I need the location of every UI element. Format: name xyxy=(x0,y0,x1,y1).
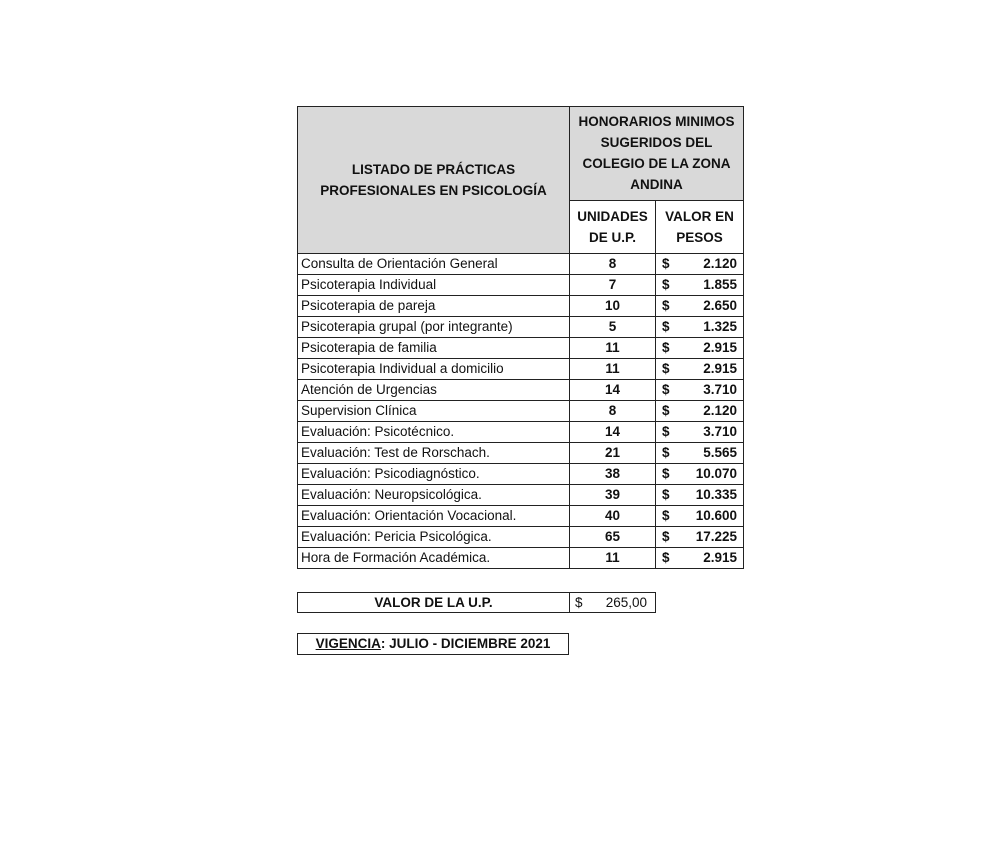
practice-name: Psicoterapia grupal (por integrante) xyxy=(298,317,570,338)
practice-units: 10 xyxy=(570,296,656,317)
table-row xyxy=(298,380,744,401)
practice-value-cell xyxy=(656,359,744,380)
practice-units: 5 xyxy=(570,317,656,338)
practice-units: 11 xyxy=(570,359,656,380)
practice-units: 11 xyxy=(570,548,656,569)
practice-value-cell xyxy=(656,527,744,548)
practice-value: 2.120 xyxy=(703,256,737,271)
table-row xyxy=(298,422,744,443)
practice-value: 1.325 xyxy=(703,319,737,334)
practice-value-cell xyxy=(656,380,744,401)
practice-units: 8 xyxy=(570,254,656,275)
currency-symbol: $ xyxy=(662,466,670,481)
practice-value: 17.225 xyxy=(695,529,737,544)
table-row xyxy=(298,317,744,338)
value-column-header: VALOR EN PESOS xyxy=(656,200,744,253)
practice-units: 7 xyxy=(570,275,656,296)
table-row xyxy=(298,296,744,317)
practice-units: 14 xyxy=(570,380,656,401)
currency-symbol: $ xyxy=(662,319,670,334)
practice-value: 3.710 xyxy=(703,382,737,397)
practice-units: 39 xyxy=(570,485,656,506)
currency-symbol: $ xyxy=(662,487,670,502)
fees-table xyxy=(297,106,744,569)
practice-value: 3.710 xyxy=(703,424,737,439)
currency-symbol: $ xyxy=(662,424,670,439)
practice-name: Psicoterapia de pareja xyxy=(298,296,570,317)
practice-units: 40 xyxy=(570,506,656,527)
table-row xyxy=(298,548,744,569)
practice-value: 10.600 xyxy=(695,508,737,523)
practice-value-cell xyxy=(656,464,744,485)
practice-value: 2.650 xyxy=(703,298,737,313)
practice-value: 2.915 xyxy=(703,361,737,376)
practice-name: Evaluación: Neuropsicológica. xyxy=(298,485,570,506)
currency-symbol: $ xyxy=(662,256,670,271)
table-row xyxy=(298,359,744,380)
practice-name: Consulta de Orientación General xyxy=(298,254,570,275)
practice-units: 65 xyxy=(570,527,656,548)
table-row xyxy=(298,443,744,464)
validity-box xyxy=(297,633,569,655)
practice-name: Atención de Urgencias xyxy=(298,380,570,401)
practice-value: 10.070 xyxy=(695,466,737,481)
currency-symbol: $ xyxy=(662,361,670,376)
table-row xyxy=(298,506,744,527)
currency-symbol: $ xyxy=(662,529,670,544)
currency-symbol: $ xyxy=(662,445,670,460)
practice-value-cell xyxy=(656,401,744,422)
table-row xyxy=(298,338,744,359)
table-row xyxy=(298,485,744,506)
up-value-amount-cell xyxy=(570,593,656,613)
practice-value: 10.335 xyxy=(695,487,737,502)
currency-symbol: $ xyxy=(662,298,670,313)
practice-value-cell xyxy=(656,506,744,527)
practice-name: Evaluación: Orientación Vocacional. xyxy=(298,506,570,527)
table-row xyxy=(298,527,744,548)
practice-value: 5.565 xyxy=(703,445,737,460)
practice-value-cell xyxy=(656,254,744,275)
practice-name: Evaluación: Psicodiagnóstico. xyxy=(298,464,570,485)
practice-name: Supervision Clínica xyxy=(298,401,570,422)
practice-value-cell xyxy=(656,275,744,296)
up-value-box xyxy=(297,592,656,613)
practice-name: Psicoterapia de familia xyxy=(298,338,570,359)
practice-units: 38 xyxy=(570,464,656,485)
validity-period: : JULIO - DICIEMBRE 2021 xyxy=(380,636,551,651)
currency-symbol: $ xyxy=(662,550,670,565)
currency-symbol: $ xyxy=(662,403,670,418)
practice-units: 8 xyxy=(570,401,656,422)
practice-value-cell xyxy=(656,422,744,443)
up-value-label: VALOR DE LA U.P. xyxy=(298,593,570,613)
table-row xyxy=(298,401,744,422)
up-value-currency: $ xyxy=(575,595,583,610)
table-row xyxy=(298,254,744,275)
practice-value-cell xyxy=(656,485,744,506)
currency-symbol: $ xyxy=(662,340,670,355)
practice-units: 11 xyxy=(570,338,656,359)
practice-value-cell xyxy=(656,296,744,317)
practice-name: Evaluación: Test de Rorschach. xyxy=(298,443,570,464)
practice-name: Hora de Formación Académica. xyxy=(298,548,570,569)
practice-value-cell xyxy=(656,338,744,359)
currency-symbol: $ xyxy=(662,382,670,397)
validity-label: VIGENCIA xyxy=(315,636,381,651)
practice-units: 14 xyxy=(570,422,656,443)
practice-value: 2.915 xyxy=(703,550,737,565)
practice-value-cell xyxy=(656,443,744,464)
practice-units: 21 xyxy=(570,443,656,464)
practice-name: Evaluación: Psicotécnico. xyxy=(298,422,570,443)
up-value-amount: 265,00 xyxy=(605,595,647,610)
table-row xyxy=(298,275,744,296)
fees-table-body xyxy=(298,254,744,569)
practice-name: Psicoterapia Individual a domicilio xyxy=(298,359,570,380)
practice-value: 1.855 xyxy=(703,277,737,292)
currency-symbol: $ xyxy=(662,277,670,292)
practice-value: 2.915 xyxy=(703,340,737,355)
practices-header: LISTADO DE PRÁCTICAS PROFESIONALES EN PSICOLOGÍA xyxy=(298,107,570,254)
units-column-header: UNIDADES DE U.P. xyxy=(570,200,656,253)
practice-value-cell xyxy=(656,317,744,338)
practice-value-cell xyxy=(656,548,744,569)
currency-symbol: $ xyxy=(662,508,670,523)
practice-name: Evaluación: Pericia Psicológica. xyxy=(298,527,570,548)
table-row xyxy=(298,464,744,485)
practice-name: Psicoterapia Individual xyxy=(298,275,570,296)
fees-header: HONORARIOS MINIMOS SUGERIDOS DEL COLEGIO DE LA ZONA ANDINA xyxy=(570,107,744,201)
practice-value: 2.120 xyxy=(703,403,737,418)
